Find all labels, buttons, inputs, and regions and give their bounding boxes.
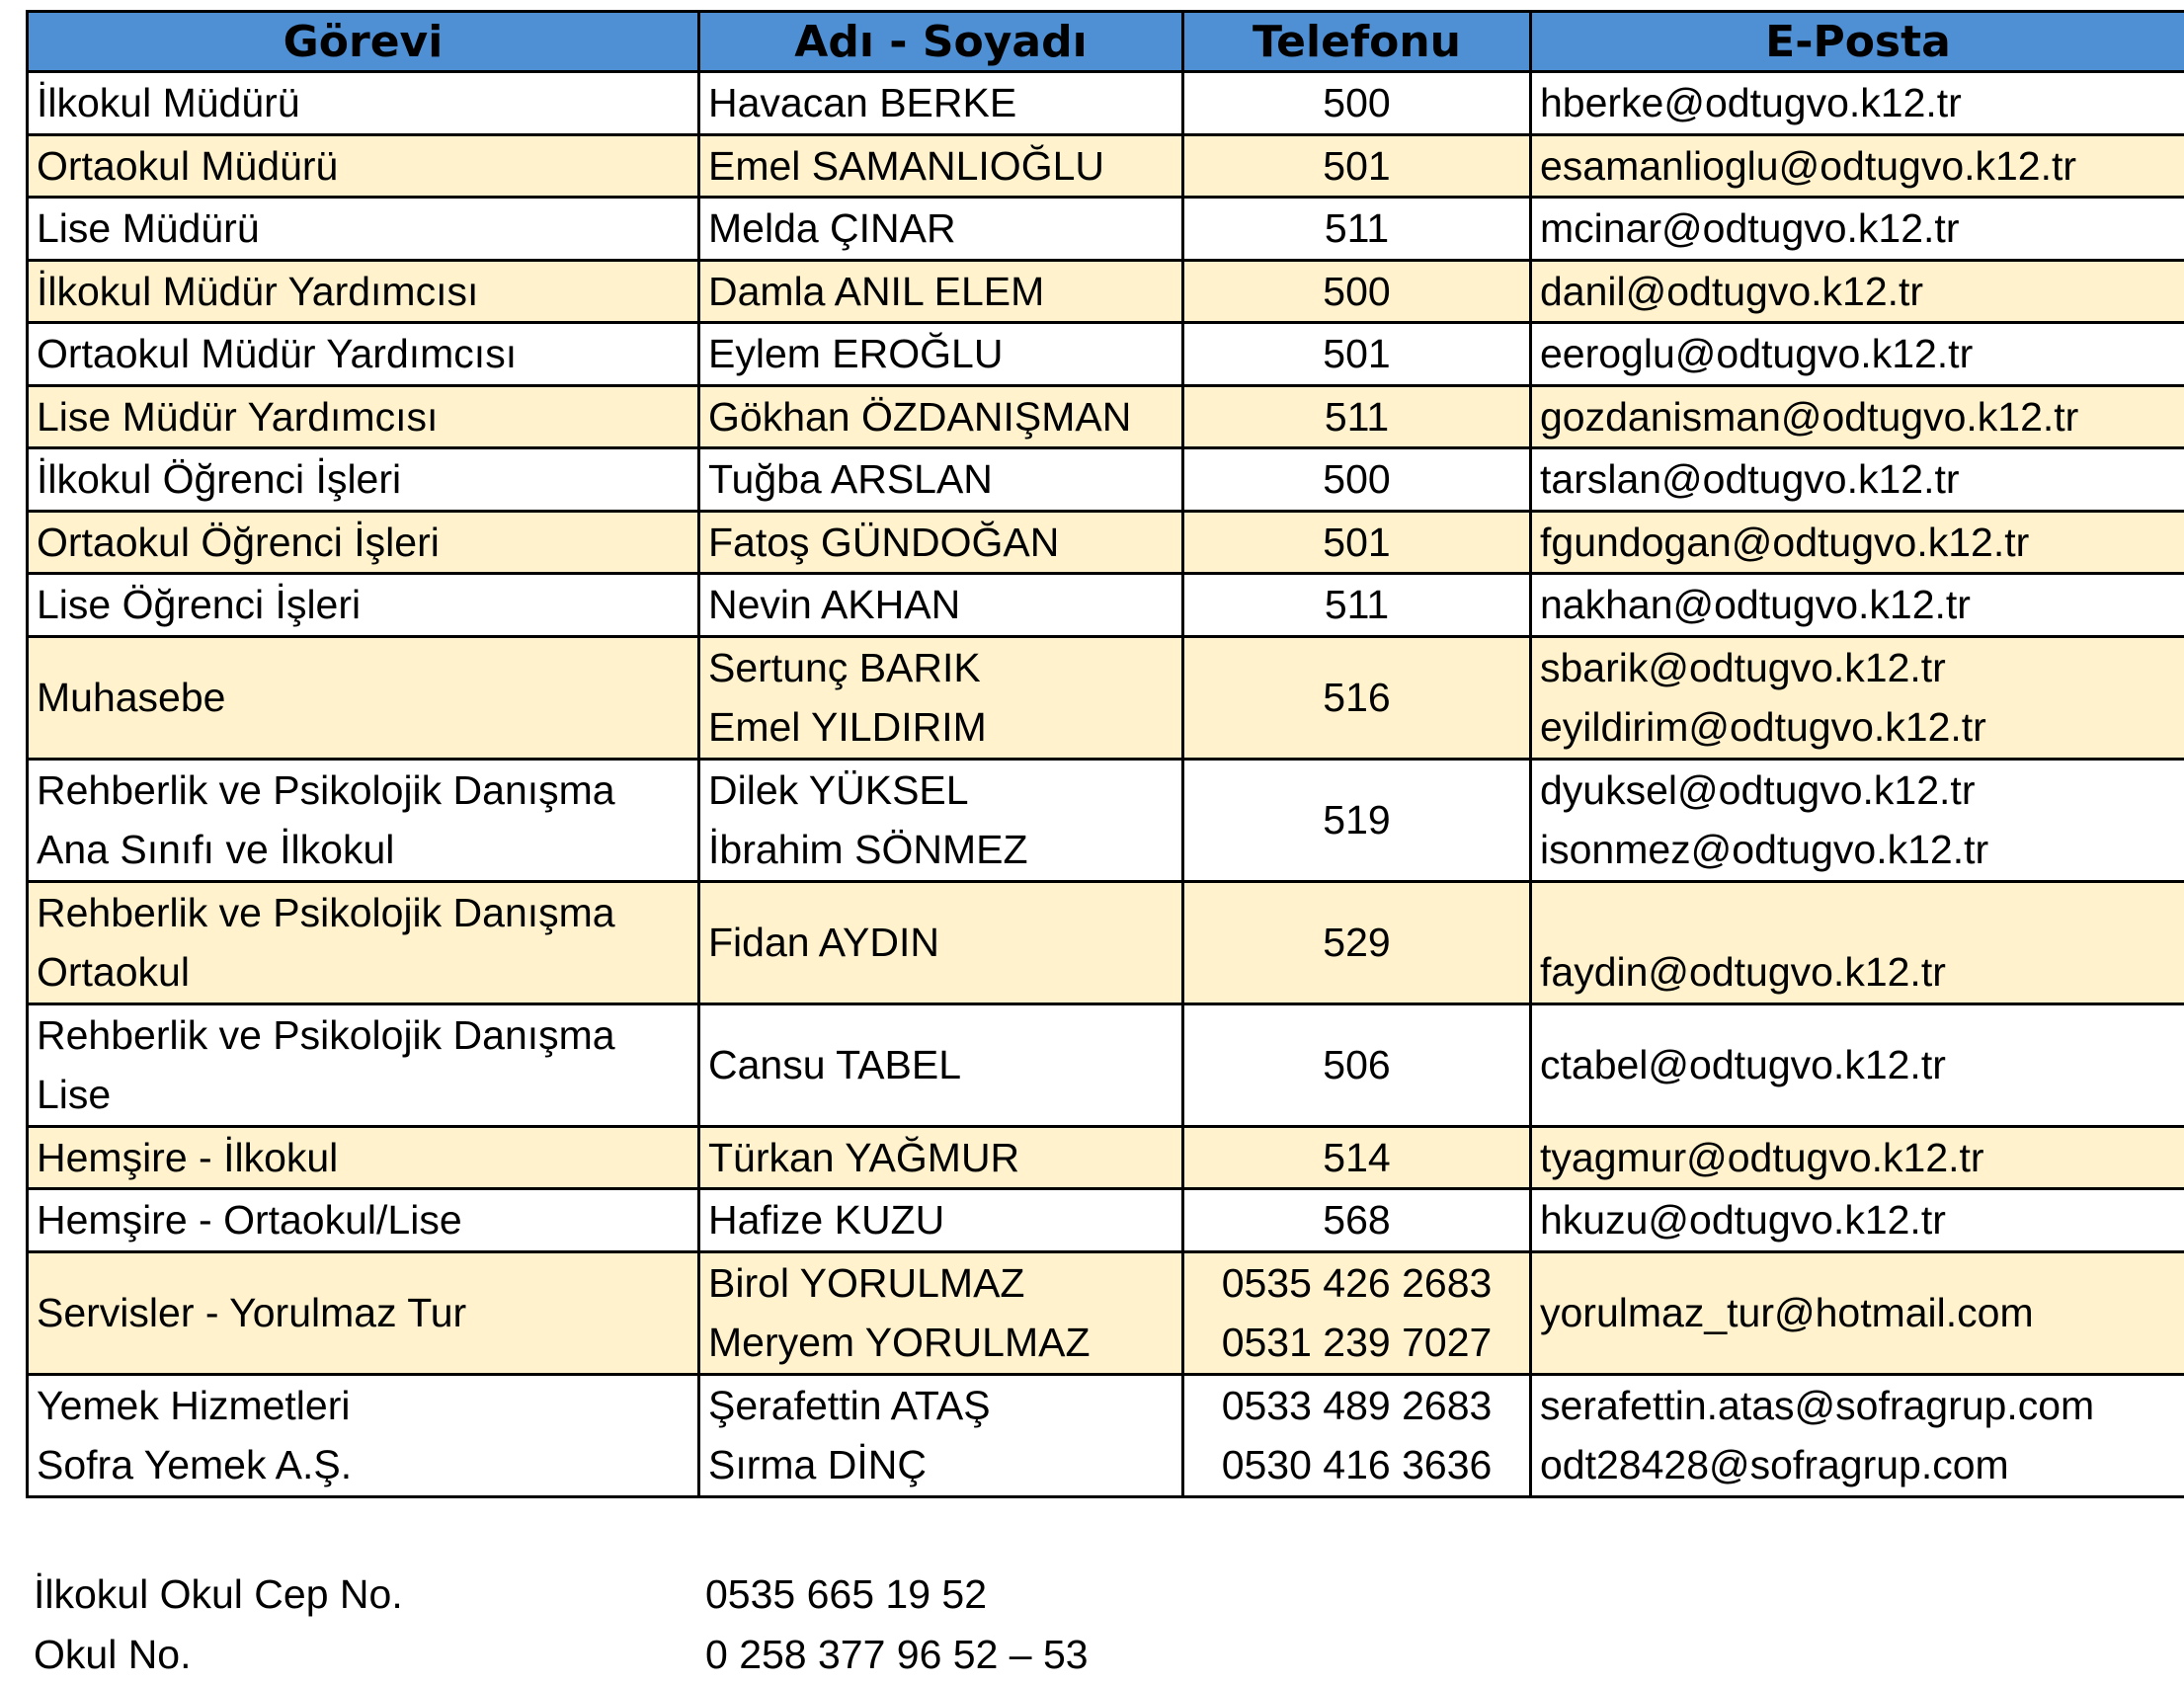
phone-cell-line: 506: [1192, 1035, 1521, 1095]
name-cell: [699, 72, 1183, 135]
phone-cell: [1183, 1189, 1531, 1252]
email-link[interactable]: dyuksel@odtugvo.k12.tr: [1540, 761, 2176, 821]
email-link[interactable]: danil@odtugvo.k12.tr: [1540, 262, 2176, 322]
name-cell: [699, 1003, 1183, 1126]
phone-cell-line: 0533 489 2683: [1192, 1376, 1521, 1436]
role-cell: [28, 636, 699, 759]
table-row: [28, 260, 2184, 323]
email-cell: [1531, 72, 2184, 135]
name-cell: [699, 1189, 1183, 1252]
table-row: [28, 134, 2184, 198]
footer-label: İlkokul Okul Cep No.: [34, 1565, 705, 1625]
phone-cell-line: 0535 426 2683: [1192, 1253, 1521, 1314]
email-link[interactable]: serafettin.atas@sofragrup.com: [1540, 1376, 2176, 1436]
name-cell: [699, 574, 1183, 637]
name-cell: [699, 198, 1183, 261]
email-link[interactable]: mcinar@odtugvo.k12.tr: [1540, 199, 2176, 259]
phone-cell-line: 511: [1192, 199, 1521, 259]
email-cell: [1531, 636, 2184, 759]
name-cell: [699, 1374, 1183, 1496]
name-cell: [699, 260, 1183, 323]
name-cell-line: Cansu TABEL: [708, 1035, 1173, 1095]
email-cell: [1531, 323, 2184, 386]
name-cell-line: Tuğba ARSLAN: [708, 449, 1173, 510]
role-cell-line: Hemşire - İlkokul: [37, 1128, 689, 1188]
table-row: [28, 1251, 2184, 1374]
footer-row: [34, 1625, 1089, 1685]
email-cell: [1531, 198, 2184, 261]
name-cell: [699, 134, 1183, 198]
header-email: E-Posta: [1531, 12, 2184, 72]
email-link[interactable]: sbarik@odtugvo.k12.tr: [1540, 638, 2176, 698]
table-row: [28, 1003, 2184, 1126]
phone-cell-line: 0531 239 7027: [1192, 1313, 1521, 1373]
role-cell-line: Ortaokul Öğrenci İşleri: [37, 513, 689, 573]
email-link[interactable]: tyagmur@odtugvo.k12.tr: [1540, 1128, 2176, 1188]
role-cell: [28, 574, 699, 637]
name-cell: [699, 448, 1183, 512]
phone-cell-line: 500: [1192, 262, 1521, 322]
email-cell: [1531, 1374, 2184, 1496]
email-link[interactable]: odt28428@sofragrup.com: [1540, 1435, 2176, 1495]
name-cell: [699, 759, 1183, 881]
phone-cell-line: 501: [1192, 324, 1521, 384]
phone-cell: [1183, 72, 1531, 135]
phone-cell: [1183, 198, 1531, 261]
email-link[interactable]: gozdanisman@odtugvo.k12.tr: [1540, 387, 2176, 447]
role-cell-line: İlkokul Müdür Yardımcısı: [37, 262, 689, 322]
name-cell-line: Melda ÇINAR: [708, 199, 1173, 259]
phone-cell-line: 0530 416 3636: [1192, 1435, 1521, 1495]
name-cell-line: Şerafettin ATAŞ: [708, 1376, 1173, 1436]
phone-cell: [1183, 1374, 1531, 1496]
email-cell: [1531, 1003, 2184, 1126]
name-cell-line: Türkan YAĞMUR: [708, 1128, 1173, 1188]
role-cell-line: Ortaokul: [37, 942, 689, 1003]
role-cell-line: Lise: [37, 1065, 689, 1125]
name-cell: [699, 511, 1183, 574]
table-body: [28, 72, 2184, 1497]
header-phone: Telefonu: [1183, 12, 1531, 72]
phone-cell: [1183, 385, 1531, 448]
role-cell-line: Servisler - Yorulmaz Tur: [37, 1283, 689, 1343]
header-role: Görevi: [28, 12, 699, 72]
table-row: [28, 511, 2184, 574]
role-cell: [28, 881, 699, 1003]
phone-cell-line: 501: [1192, 136, 1521, 197]
role-cell-line: Yemek Hizmetleri: [37, 1376, 689, 1436]
table-row: [28, 385, 2184, 448]
table-row: [28, 574, 2184, 637]
name-cell-line: Damla ANIL ELEM: [708, 262, 1173, 322]
phone-cell: [1183, 881, 1531, 1003]
role-cell: [28, 448, 699, 512]
phone-cell: [1183, 759, 1531, 881]
role-cell: [28, 1003, 699, 1126]
phone-cell: [1183, 574, 1531, 637]
email-link[interactable]: esamanlioglu@odtugvo.k12.tr: [1540, 136, 2176, 197]
name-cell-line: Meryem YORULMAZ: [708, 1313, 1173, 1373]
name-cell: [699, 881, 1183, 1003]
role-cell: [28, 511, 699, 574]
footer-value: 0 258 377 96 52 – 53: [705, 1625, 1089, 1685]
role-cell-line: Ana Sınıfı ve İlkokul: [37, 820, 689, 880]
role-cell-line: Muhasebe: [37, 668, 689, 728]
role-cell-line: Lise Müdürü: [37, 199, 689, 259]
phone-cell-line: 500: [1192, 73, 1521, 133]
role-cell-line: İlkokul Öğrenci İşleri: [37, 449, 689, 510]
phone-cell: [1183, 511, 1531, 574]
email-cell: [1531, 759, 2184, 881]
email-cell: [1531, 574, 2184, 637]
footer-label: Okul No.: [34, 1625, 705, 1685]
phone-cell: [1183, 1126, 1531, 1189]
name-cell-line: Havacan BERKE: [708, 73, 1173, 133]
role-cell-line: Ortaokul Müdürü: [37, 136, 689, 197]
name-cell-line: Eylem EROĞLU: [708, 324, 1173, 384]
phone-cell: [1183, 260, 1531, 323]
name-cell-line: İbrahim SÖNMEZ: [708, 820, 1173, 880]
name-cell-line: Fidan AYDIN: [708, 913, 1173, 973]
email-cell: [1531, 1126, 2184, 1189]
phone-cell: [1183, 448, 1531, 512]
name-cell: [699, 323, 1183, 386]
name-cell-line: Birol YORULMAZ: [708, 1253, 1173, 1314]
email-link[interactable]: eeroglu@odtugvo.k12.tr: [1540, 324, 2176, 384]
role-cell-line: Rehberlik ve Psikolojik Danışma: [37, 883, 689, 943]
table-row: [28, 759, 2184, 881]
role-cell: [28, 759, 699, 881]
role-cell: [28, 1126, 699, 1189]
name-cell-line: Sertunç BARIK: [708, 638, 1173, 698]
email-link[interactable]: fgundogan@odtugvo.k12.tr: [1540, 513, 2176, 573]
name-cell: [699, 636, 1183, 759]
name-cell: [699, 1126, 1183, 1189]
table-row: [28, 448, 2184, 512]
role-cell-line: Lise Müdür Yardımcısı: [37, 387, 689, 447]
name-cell-line: Nevin AKHAN: [708, 575, 1173, 635]
name-cell: [699, 1251, 1183, 1374]
role-cell-line: Rehberlik ve Psikolojik Danışma: [37, 761, 689, 821]
phone-cell: [1183, 1251, 1531, 1374]
table-row: [28, 72, 2184, 135]
phone-cell-line: 511: [1192, 575, 1521, 635]
table-row: [28, 323, 2184, 386]
name-cell-line: Dilek YÜKSEL: [708, 761, 1173, 821]
email-cell: [1531, 1251, 2184, 1374]
phone-cell-line: 516: [1192, 668, 1521, 728]
phone-cell-line: 529: [1192, 913, 1521, 973]
table-row: [28, 1374, 2184, 1496]
table-row: [28, 881, 2184, 1003]
email-cell: [1531, 511, 2184, 574]
role-cell: [28, 1374, 699, 1496]
name-cell-line: Emel YILDIRIM: [708, 697, 1173, 758]
email-link[interactable]: hkuzu@odtugvo.k12.tr: [1540, 1190, 2176, 1250]
phone-cell-line: 568: [1192, 1190, 1521, 1250]
role-cell: [28, 198, 699, 261]
role-cell-line: Lise Öğrenci İşleri: [37, 575, 689, 635]
phone-cell: [1183, 636, 1531, 759]
contact-table: [26, 10, 2184, 1498]
role-cell: [28, 260, 699, 323]
name-cell-line: Gökhan ÖZDANIŞMAN: [708, 387, 1173, 447]
email-link[interactable]: hberke@odtugvo.k12.tr: [1540, 73, 2176, 133]
footer-row: [34, 1565, 1089, 1625]
phone-cell: [1183, 134, 1531, 198]
name-cell: [699, 385, 1183, 448]
email-link[interactable]: yorulmaz_tur@hotmail.com: [1540, 1283, 2176, 1343]
footer-info: [34, 1565, 1089, 1685]
role-cell: [28, 72, 699, 135]
email-cell: [1531, 1189, 2184, 1252]
email-cell: [1531, 881, 2184, 1003]
email-link[interactable]: faydin@odtugvo.k12.tr: [1540, 942, 2176, 1003]
email-link[interactable]: eyildirim@odtugvo.k12.tr: [1540, 697, 2176, 758]
name-cell-line: Fatoş GÜNDOĞAN: [708, 513, 1173, 573]
role-cell: [28, 1251, 699, 1374]
phone-cell-line: 500: [1192, 449, 1521, 510]
email-cell: [1531, 260, 2184, 323]
table-row: [28, 1189, 2184, 1252]
phone-cell: [1183, 1003, 1531, 1126]
name-cell-line: Sırma DİNÇ: [708, 1435, 1173, 1495]
role-cell-line: İlkokul Müdürü: [37, 73, 689, 133]
phone-cell-line: 501: [1192, 513, 1521, 573]
name-cell-line: Hafize KUZU: [708, 1190, 1173, 1250]
role-cell: [28, 323, 699, 386]
footer-value: 0535 665 19 52: [705, 1565, 987, 1625]
table-row: [28, 1126, 2184, 1189]
role-cell: [28, 1189, 699, 1252]
phone-cell-line: 514: [1192, 1128, 1521, 1188]
header-name: Adı - Soyadı: [699, 12, 1183, 72]
email-link[interactable]: isonmez@odtugvo.k12.tr: [1540, 820, 2176, 880]
phone-cell-line: 519: [1192, 790, 1521, 850]
email-link[interactable]: nakhan@odtugvo.k12.tr: [1540, 575, 2176, 635]
phone-cell-line: 511: [1192, 387, 1521, 447]
role-cell-line: Hemşire - Ortaokul/Lise: [37, 1190, 689, 1250]
role-cell-line: Ortaokul Müdür Yardımcısı: [37, 324, 689, 384]
header-row: [28, 12, 2184, 72]
table-row: [28, 636, 2184, 759]
role-cell: [28, 385, 699, 448]
email-cell: [1531, 385, 2184, 448]
email-link[interactable]: tarslan@odtugvo.k12.tr: [1540, 449, 2176, 510]
name-cell-line: Emel SAMANLIOĞLU: [708, 136, 1173, 197]
email-cell: [1531, 448, 2184, 512]
email-link[interactable]: ctabel@odtugvo.k12.tr: [1540, 1035, 2176, 1095]
role-cell-line: Rehberlik ve Psikolojik Danışma: [37, 1005, 689, 1066]
table-row: [28, 198, 2184, 261]
phone-cell: [1183, 323, 1531, 386]
role-cell: [28, 134, 699, 198]
role-cell-line: Sofra Yemek A.Ş.: [37, 1435, 689, 1495]
email-cell: [1531, 134, 2184, 198]
